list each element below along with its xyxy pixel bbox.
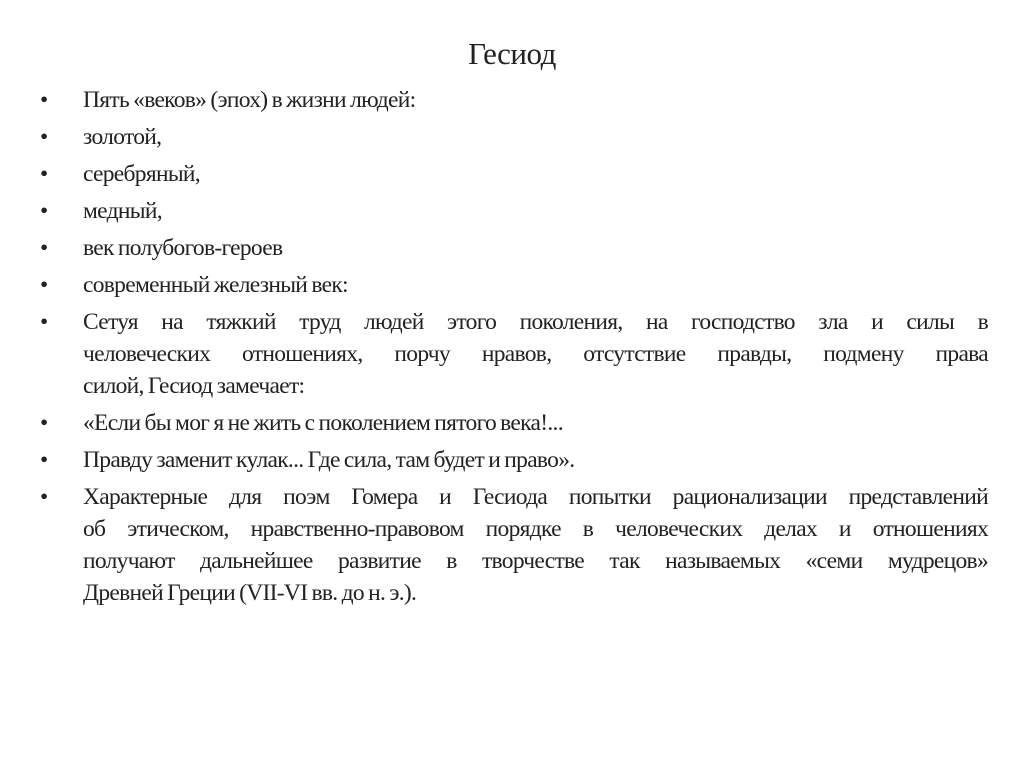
- list-item-text-line: Правду заменит кулак... Где сила, там будет и право».: [83, 447, 575, 473]
- list-item: [40, 195, 988, 227]
- list-item: [40, 481, 988, 609]
- list-item-text-line: медный,: [83, 198, 162, 224]
- list-item: [40, 232, 988, 264]
- slide-title: Гесиод: [468, 36, 556, 71]
- bullet-icon: •: [40, 87, 48, 113]
- bullet-icon: •: [40, 484, 48, 510]
- list-item-text-line: Характерные для поэм Гомера и Гесиода попытки рационализации представлений: [83, 484, 988, 510]
- list-item-text-line: об этическом, нравственно-правовом порядке в человеческих делах и отношениях: [83, 516, 988, 542]
- list-item-text-line: золотой,: [83, 124, 162, 150]
- list-item: [40, 444, 988, 476]
- bullet-icon: •: [40, 124, 48, 150]
- list-item-text-line: Сетуя на тяжкий труд людей этого поколения, на господство зла и силы в: [83, 309, 988, 335]
- list-item-text-line: силой, Гесиод замечает:: [83, 373, 305, 399]
- list-item-text-line: Пять «веков» (эпох) в жизни людей:: [83, 87, 416, 113]
- list-item-text-line: Древней Греции (VII-VI вв. до н. э.).: [83, 580, 417, 606]
- bullet-list: [40, 84, 988, 614]
- list-item-text-line: век полубогов-героев: [83, 235, 283, 261]
- bullet-icon: •: [40, 309, 48, 335]
- bullet-icon: •: [40, 272, 48, 298]
- bullet-icon: •: [40, 410, 48, 436]
- list-item: [40, 84, 988, 116]
- list-item: [40, 121, 988, 153]
- list-item-text-line: получают дальнейшее развитие в творчестве так называемых «семи мудрецов»: [83, 548, 988, 574]
- list-item-text-line: серебряный,: [83, 161, 200, 187]
- bullet-icon: •: [40, 198, 48, 224]
- list-item: [40, 306, 988, 402]
- list-item-text-line: человеческих отношениях, порчу нравов, отсутствие правды, подмену права: [83, 341, 988, 367]
- list-item: [40, 407, 988, 439]
- list-item: [40, 158, 988, 190]
- list-item-text-line: «Если бы мог я не жить с поколением пятого века!...: [83, 410, 563, 436]
- bullet-icon: •: [40, 235, 48, 261]
- bullet-icon: •: [40, 447, 48, 473]
- bullet-icon: •: [40, 161, 48, 187]
- list-item: [40, 269, 988, 301]
- list-item-text-line: современный железный век:: [83, 272, 348, 298]
